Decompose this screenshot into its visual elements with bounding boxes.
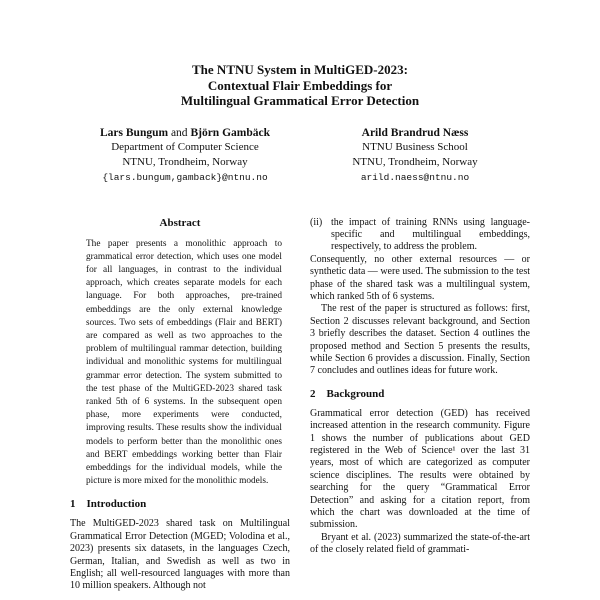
section-number: 1 xyxy=(70,498,76,511)
two-column-body xyxy=(70,217,530,593)
author-name-3: Arild Brandrud Næss xyxy=(361,126,469,139)
author-left-affiliation-1: Department of Computer Science xyxy=(111,141,259,153)
right-paragraph-2: The rest of the paper is structured as follows: first, Section 2 discusses relevant background, and Section 3 briefly describes the dataset. Section 4 outlines the proposed method and Section 5 presents the results, while Section 6 provides a discussion. Finally, Section 7 concludes and outlines ideas for future work. xyxy=(310,303,530,377)
abstract-text: The paper presents a monolithic approach to grammatical error detection, which uses one model for all languages, in contrast to the individual approach, which creates separate models for each language. For both approaches, pre-trained embeddings are the only external knowledge sources. Two sets of embeddings (Flair and BERT) are compared as well as two approaches to the problem of multilingual rammar detection, building individual and monolithic systems for multilingual grammar error detection. The system submitted to the test phase of the MultiGED-2023 shared task ranked 5th of 6 systems. In the subsequent open phase, more experiments were conducted, improving results. These results show the individual models to perform better than the monolithic ones and BERT embeddings working better than Flair embeddings for the individual models, while the picture is more mixed for the monolithic models. xyxy=(86,238,282,487)
section-heading-background xyxy=(310,388,530,400)
section-number: 2 xyxy=(310,387,316,400)
list-item-ii-text: the impact of training RNNs using language-specific and multilingual embeddings, respectively, to address the problem. xyxy=(331,216,530,253)
abstract-heading: Abstract xyxy=(159,216,201,229)
author-right-email: arild.naess@ntnu.no xyxy=(360,172,470,183)
author-names-left xyxy=(70,126,300,141)
section-title: Introduction xyxy=(86,498,147,511)
author-and-word: and xyxy=(170,126,188,139)
list-item-ii-label: (ii) xyxy=(310,216,323,228)
title-line-2: Contextual Flair Embeddings for xyxy=(207,77,393,93)
author-left-email: {lars.bungum,gamback}@ntnu.no xyxy=(102,172,268,183)
right-column xyxy=(310,217,530,593)
author-name-2: Björn Gambäck xyxy=(190,126,270,139)
paper-content xyxy=(70,62,530,593)
author-name-1: Lars Bungum xyxy=(100,126,169,139)
author-right-affiliation-2: NTNU, Trondheim, Norway xyxy=(352,155,478,168)
author-column-right xyxy=(300,126,530,186)
left-column xyxy=(70,217,290,593)
list-item-ii xyxy=(310,217,530,254)
introduction-paragraph: The MultiGED-2023 shared task on Multilingual Grammatical Error Detection (MGED; Volodina et al., 2023) presents six datasets, in the languages Czech, German, Italian, and Swedish as well as two in English; all well-resourced languages with more than 10 million speakers. Although not xyxy=(70,518,290,592)
paper-title xyxy=(70,62,530,109)
author-block xyxy=(70,126,530,186)
author-left-affiliation-2: NTNU, Trondheim, Norway xyxy=(122,155,248,168)
author-right-affiliation-1: NTNU Business School xyxy=(362,141,468,153)
section-heading-introduction xyxy=(70,498,290,510)
title-line-3: Multilingual Grammatical Error Detection xyxy=(180,93,420,108)
background-paragraph-1: Grammatical error detection (GED) has received increased attention in the research community. Figure 1 shows the number of publications about GED registered in the Web of Science¹ over the last 31 years, most of which are categorized as computer science disciplines. The results were obtained by searching for the query “Grammatical Error Detection” and asking for a citation report, from which the chart was downloaded at the time of submission. xyxy=(310,407,530,531)
author-column-left xyxy=(70,126,300,186)
background-paragraph-2: Bryant et al. (2023) summarized the state-of-the-art of the closely related field of grammati- xyxy=(310,531,530,556)
right-paragraph-1: Consequently, no other external resources — or synthetic data — were used. The submission to the test phase of the shared task was a multilingual system, which ranked 5th of 6 systems. xyxy=(310,253,530,302)
section-title: Background xyxy=(326,387,385,400)
title-line-1: The NTNU System in MultiGED-2023: xyxy=(192,62,408,77)
